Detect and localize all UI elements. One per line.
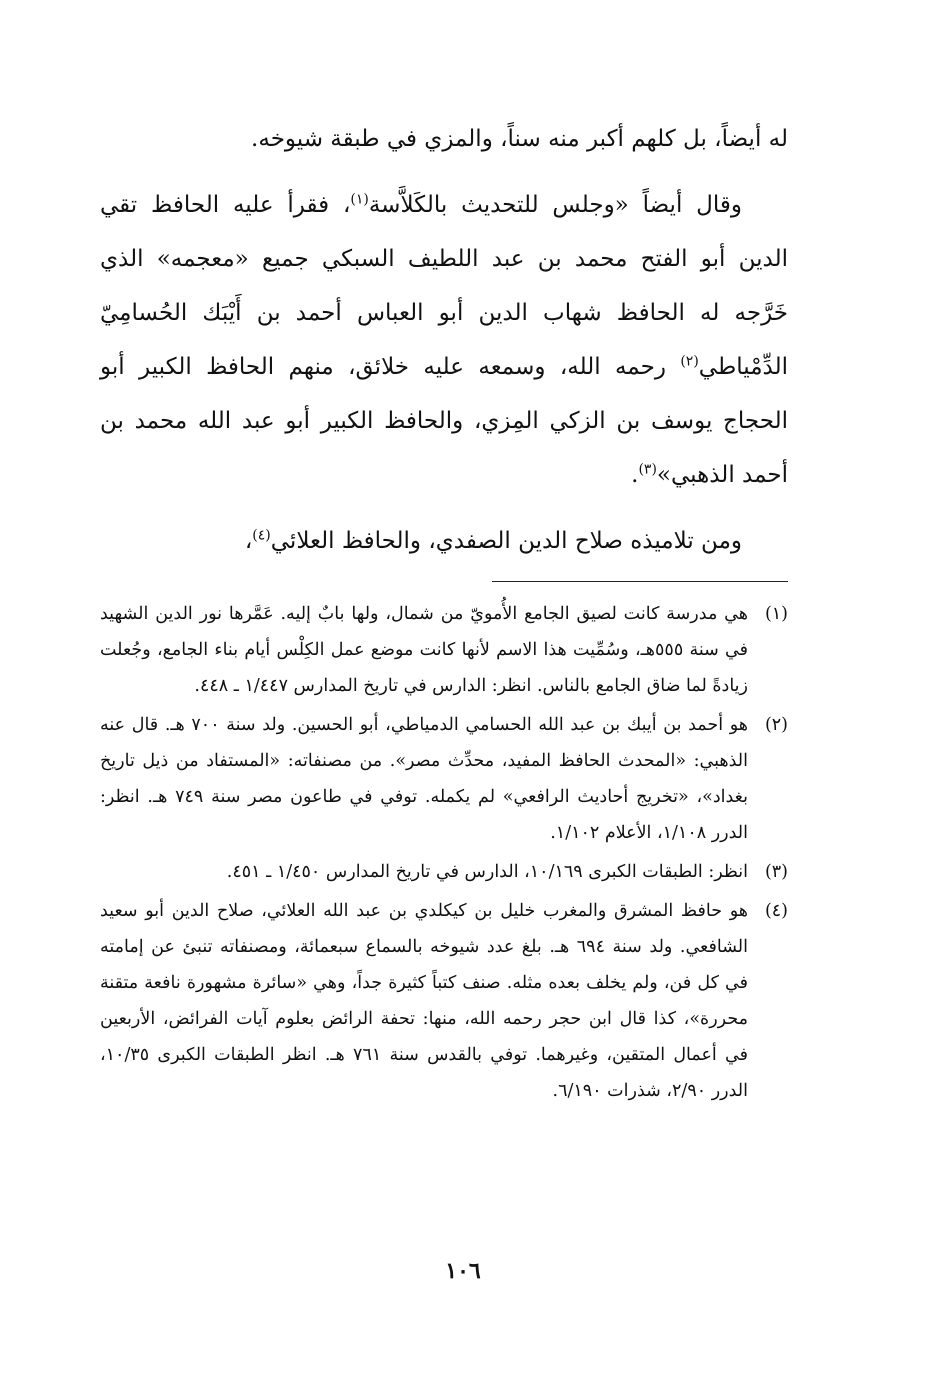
paragraph-2-text-end: .	[631, 462, 639, 488]
footnote-2	[100, 707, 788, 851]
paragraph-1-text: له أيضاً، بل كلهم أكبر منه سناً، والمزي في طبقة شيوخه.	[251, 126, 788, 152]
page-number: ١٠٦	[445, 1258, 481, 1284]
footnote-number: (٢)	[764, 715, 788, 735]
footnote-3	[100, 854, 788, 890]
footnote-ref-1[interactable]: (١)	[350, 191, 369, 208]
footnotes-section	[100, 596, 788, 1112]
footnote-text: انظر: الطبقات الكبرى ١٠/١٦٩، الدارس في تاريخ المدارس ١/٤٥٠ ـ ٤٥١.	[226, 862, 748, 882]
footnote-text: هي مدرسة كانت لصيق الجامع الأُمويّ من شمال، ولها بابٌ إليه. عَمَّرها نور الدين الشهيد في سنة ٥٥٥هـ، وسُمِّيت هذا الاسم لأنها كانت موضع عمل الكِلْس أيام بناء الجامع، وجُعلت زيادةً لما ضاق الجامع بالناس. انظر: الدارس في تاريخ المدارس ١/٤٤٧ ـ ٤٤٨.	[100, 604, 749, 696]
paragraph-3	[100, 514, 788, 568]
footnote-text: هو أحمد بن أيبك بن عبد الله الحسامي الدمياطي، أبو الحسين. ولد سنة ٧٠٠ هـ. قال عنه الذهبي: «المحدث الحافظ المفيد، محدِّث مصر». من مصنفاته: «المستفاد من ذيل تاريخ بغداد»، «تخريج أحاديث الرافعي» لم يكمله. توفي في طاعون مصر سنة ٧٤٩ هـ. انظر: الدرر ١/١٠٨، الأعلام ١/١٠٢.	[100, 715, 748, 843]
footnote-ref-3[interactable]: (٣)	[638, 461, 657, 478]
paragraph-2	[100, 178, 788, 502]
footnote-4	[100, 893, 788, 1109]
footnote-number: (٤)	[764, 901, 788, 921]
paragraph-2-text-after: رحمه الله، وسمعه عليه خلائق، منهم الحافظ الكبير أبو الحجاج يوسف بن الزكي المِزي، والحافظ الكبير أبو عبد الله محمد بن أحمد الذهبي»	[100, 354, 788, 488]
paragraph-2-text-before: وقال أيضاً «وجلس للتحديث بالكَلاَّسة	[368, 192, 742, 218]
footnote-ref-2[interactable]: (٢)	[680, 353, 699, 370]
paragraph-3-text-before: ومن تلاميذه صلاح الدين الصفدي، والحافظ العلائي	[270, 528, 742, 554]
main-text	[100, 112, 788, 568]
footnote-number: (٣)	[764, 862, 788, 882]
paragraph-3-text-end: ،	[244, 528, 253, 554]
footnote-number: (١)	[764, 604, 788, 624]
paragraph-2-text-middle: ، فقرأ عليه الحافظ تقي الدين أبو الفتح محمد بن عبد اللطيف السبكي جميع «معجمه» الذي خَرَّجه له الحافظ شهاب الدين أبو العباس أحمد بن أَيْبَك الحُسامِيّ الدِّمْياطي	[100, 192, 788, 380]
footnote-1	[100, 596, 788, 704]
footnote-text: هو حافظ المشرق والمغرب خليل بن كيكلدي بن عبد الله العلائي، صلاح الدين أبو سعيد الشافعي. ولد سنة ٦٩٤ هـ. بلغ عدد شيوخه بالسماع سبعمائة، ومصنفاته تنبئ عن إمامته في كل فن، ولم يخلف بعده مثله. صنف كتباً كثيرة جداً، وهي «سائرة مشهورة نافعة متقنة محررة»، كذا قال ابن حجر رحمه الله، منها: تحفة الرائض بعلوم آيات الفرائض، الأربعين في أعمال المتقين، وغيرهما. توفي بالقدس سنة ٧٦١ هـ. انظر الطبقات الكبرى ١٠/٣٥، الدرر ٢/٩٠، شذرات ٦/١٩٠.	[100, 901, 748, 1101]
footnote-ref-4[interactable]: (٤)	[252, 527, 271, 544]
footnote-separator	[492, 581, 788, 582]
paragraph-1	[100, 112, 788, 166]
